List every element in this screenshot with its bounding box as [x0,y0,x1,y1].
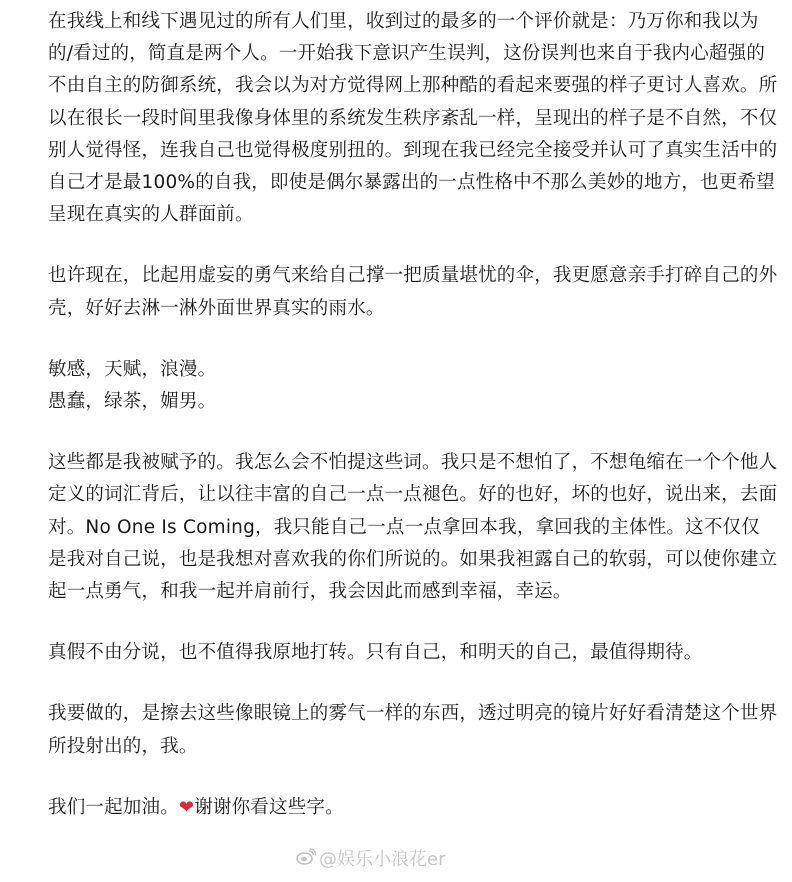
paragraph-7-text-2: 谢谢你看这些字。 [194,796,344,818]
paragraph-4: 这些都是我被赋予的。我怎么会不怕提这些词。我只是不想怕了，不想龟缩在一个个他人定义的词汇背后，让以往丰富的自己一点一点褪色。好的也好，坏的也好，说出来，去面对。No One Is Coming，我只能自己一点一点拿回本我，拿回我的主体性。这不仅仅是我对自己说，也是我想对喜欢我的你们所说的。如果我袒露自己的软弱，可以使你建立起一点勇气，和我一起并肩前行，我会因此而感到幸福，幸运。 [48,452,778,603]
paragraph-6: 我要做的，是擦去这些像眼镜上的雾气一样的东西，透过明亮的镜片好好看清楚这个世界所投射出的，我。 [48,703,778,757]
paragraph-5: 真假不由分说，也不值得我原地打转。只有自己，和明天的自己，最值得期待。 [48,642,703,664]
red-heart-icon: ❤ [178,796,195,818]
paragraph-7-text: 我们一起加油。 [48,796,179,818]
paragraph-1: 在我线上和线下遇见过的所有人们里，收到过的最多的一个评价就是：乃万你和我以为的/看过的，简直是两个人。一开始我下意识产生误判，这份误判也来自于我内心超强的不由自主的防御系统，我会以为对方觉得网上那种酷的看起来要强的样子更讨人喜欢。所以在很长一段时间里我像身体里的系统发生秩序紊乱一样，呈现出的样子是不自然，不仅别人觉得怪，连我自己也觉得极度别扭的。到现在我已经完全接受并认可了真实生活中的自己才是最100%的自我，即使是偶尔暴露出的一点性格中不那么美妙的地方，也更希望呈现在真实的人群面前。 [48,11,778,226]
paragraph-2: 也许现在，比起用虚妄的勇气来给自己撑一把质量堪忧的伞，我更愿意亲手打碎自己的外壳，好好去淋一淋外面世界真实的雨水。 [48,265,778,319]
article-body [48,0,778,824]
paragraph-3-line-1: 敏感，天赋，浪漫。 [48,358,217,380]
watermark-text: @娱乐小浪花er [319,849,446,870]
watermark [296,846,445,874]
paragraph-3-line-2: 愚蠢，绿茶，媚男。 [48,391,217,413]
paragraph-7 [48,792,778,824]
weibo-logo-icon [296,846,316,874]
